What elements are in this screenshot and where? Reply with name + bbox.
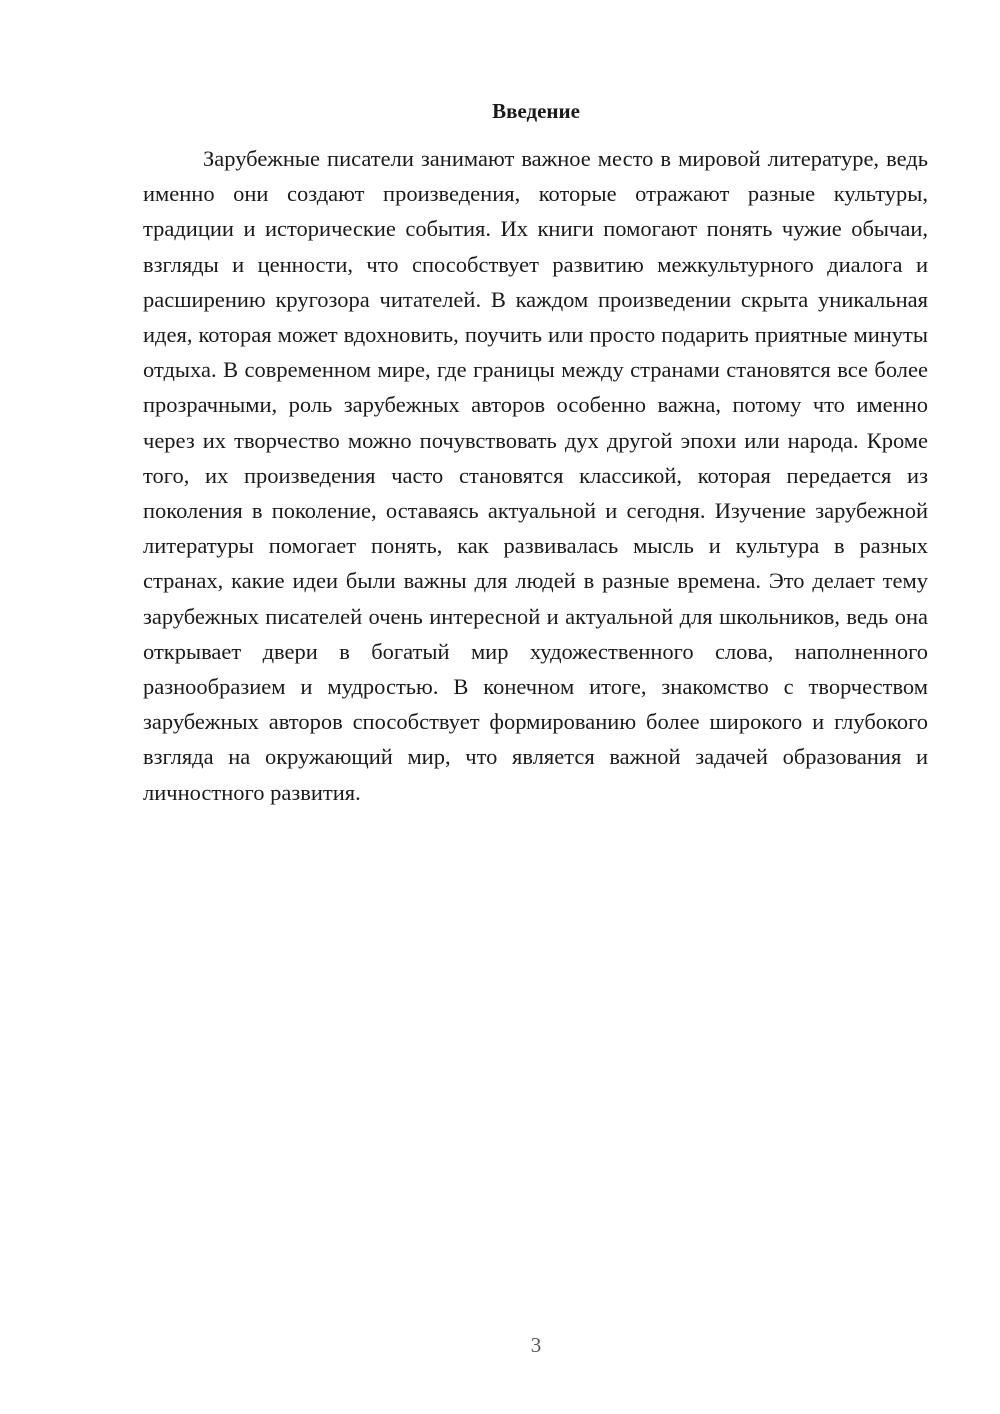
body-paragraph: Зарубежные писатели занимают важное место в мировой литературе, ведь именно они создают произведения, которые отражают разные культуры, традиции и исторические события. Их книги помогают понять чужие обычаи, взгляды и ценности, что способствует развитию межкультурного диалога и расширению кругозора читателей. В каждом произведении скрыта уникальная идея, которая может вдохновить, поучить или просто подарить приятные минуты отдыха. В современном мире, где границы между странами становятся все более прозрачными, роль зарубежных авторов особенно важна, потому что именно через их творчество можно почувствовать дух другой эпохи или народа. Кроме того, их произведения часто становятся классикой, которая передается из поколения в поколение, оставаясь актуальной и сегодня. Изучение зарубежной литературы помогает понять, как развивалась мысль и культура в разных странах, какие идеи были важны для людей в разные времена. Это делает тему зарубежных писателей очень интересной и актуальной для школьников, ведь она открывает двери в богатый мир художественного слова, наполненного разнообразием и мудростью. В конечном итоге, знакомство с творчеством зарубежных авторов способствует формированию более широкого и глубокого взгляда на окружающий мир, что является важной задачей образования и личностного развития.: [143, 146, 928, 805]
page-number: 3: [530, 1333, 542, 1357]
section-heading: Введение: [492, 99, 580, 123]
